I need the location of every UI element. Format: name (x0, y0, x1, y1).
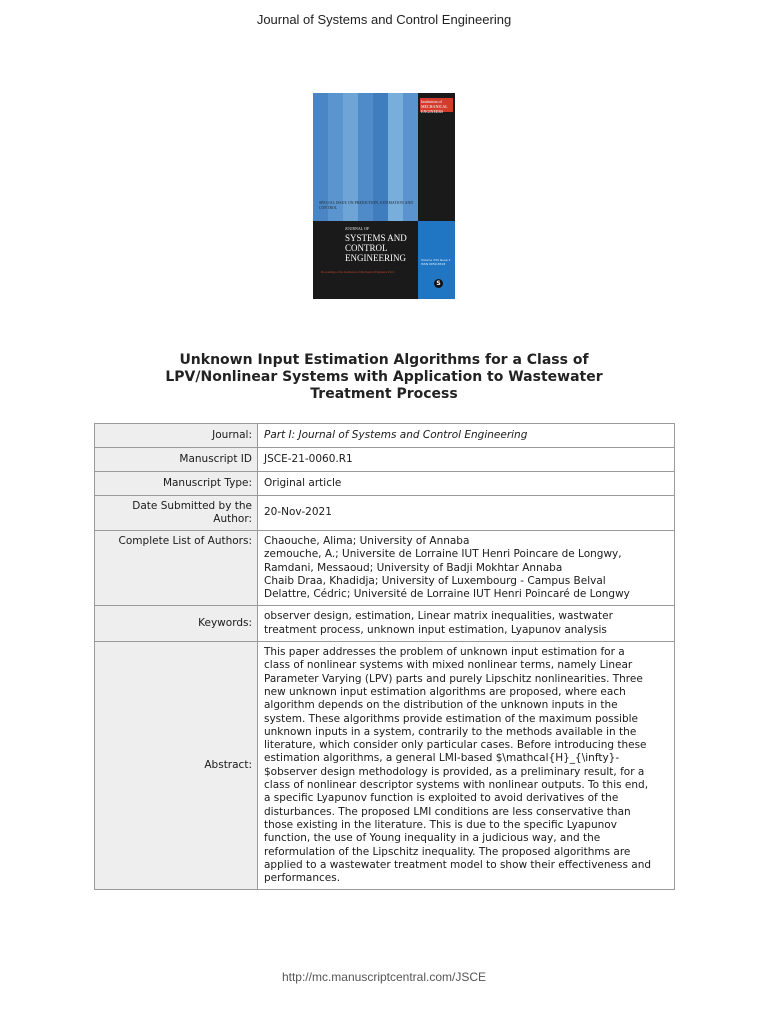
table-row-abstract (95, 642, 675, 890)
cover-publisher-logo: Institution of MECHANICAL ENGINEERS (420, 98, 453, 112)
author-line: Chaib Draa, Khadidja; University of Luxembourg - Campus Belval (264, 574, 606, 587)
authors-value (258, 531, 675, 606)
journal-value: Part I: Journal of Systems and Control Engineering (258, 424, 675, 448)
manuscript-id-value: JSCE-21-0060.R1 (258, 448, 675, 472)
footer-url: http://mc.manuscriptcentral.com/JSCE (281, 970, 487, 984)
cover-title-line: CONTROL (345, 243, 388, 253)
abstract-line: new unknown input estimation algorithms are proposed, where each (264, 685, 626, 698)
abstract-line: class of nonlinear systems with mixed nonlinear terms, namely Linear (264, 659, 633, 672)
cover-side-text: Volume 234 Issue 1 ISSN 0959-6518 (421, 258, 451, 266)
abstract-line: disturbances. The proposed LMI conditions are less conservative than (264, 805, 631, 818)
table-row-journal (95, 424, 675, 448)
keywords-line: observer design, estimation, Linear matrix inequalities, wastwater (264, 610, 613, 623)
cover-title-line: ENGINEERING (345, 253, 406, 263)
cover-special-issue-text: SPECIAL ISSUE ON PREDICTION, ESTIMATION AND CONTROL (319, 201, 414, 210)
cover-proceedings-text: Proceedings of the Institution of Mechanical Engineers Part I (321, 270, 395, 274)
journal-header: Journal of Systems and Control Engineering (256, 12, 512, 27)
abstract-line: literature, which consider only particular cases. Before introducing these (264, 739, 647, 752)
abstract-line: This paper addresses the problem of unknown input estimation for a (264, 646, 625, 659)
abstract-line: unknown inputs in a system, contrarily to the methods available in the (264, 725, 637, 738)
table-row-date-submitted (95, 496, 675, 531)
table-row-authors (95, 531, 675, 606)
journal-cover-image (313, 93, 455, 299)
author-line: zemouche, A.; Universite de Lorraine IUT Henri Poincare de Longwy, (264, 548, 622, 561)
manuscript-type-label: Manuscript Type: (95, 472, 258, 496)
abstract-line: a specific Lyapunov function is exploited to avoid derivatives of the (264, 792, 619, 805)
cover-journal-title (345, 233, 407, 263)
manuscript-type-value: Original article (258, 472, 675, 496)
cover-journal-of: JOURNAL OF (345, 226, 370, 231)
date-submitted-value: 20-Nov-2021 (258, 496, 675, 531)
abstract-label: Abstract: (95, 642, 258, 890)
manuscript-id-label: Manuscript ID (95, 448, 258, 472)
date-label-line: Date Submitted by the (132, 500, 252, 512)
author-line: Chaouche, Alima; University of Annaba (264, 535, 470, 547)
title-line: Treatment Process (310, 386, 458, 402)
title-line: Unknown Input Estimation Algorithms for a Class of (179, 352, 589, 368)
manuscript-info-table (94, 423, 675, 890)
journal-label: Journal: (95, 424, 258, 448)
abstract-line: reformulation of the Lipschitz inequality. The proposed algorithms are (264, 845, 631, 858)
keywords-value (258, 606, 675, 642)
abstract-line: Parameter Varying (LPV) parts and purely Lipschitz nonlinearities. Three (264, 672, 643, 685)
author-line: Delattre, Cédric; Université de Lorraine IUT Henri Poincaré de Longwy (264, 588, 630, 601)
table-row-keywords (95, 606, 675, 642)
abstract-line: system. These algorithms provide estimation of the maximum possible (264, 712, 639, 725)
abstract-line: function, the use of Young inequality in a judicious way, and the (264, 832, 601, 845)
paper-title (84, 352, 684, 403)
authors-label: Complete List of Authors: (95, 531, 258, 606)
abstract-value (258, 642, 675, 890)
abstract-line: performances. (264, 872, 341, 885)
abstract-line: class of nonlinear descriptor systems with nonlinear outputs. To this end, (264, 779, 649, 792)
abstract-line: estimation algorithms, a general LMI-based $\mathcal{H}_{\infty}- (264, 752, 620, 765)
date-label-line: Author: (213, 513, 252, 525)
table-row-manuscript-type (95, 472, 675, 496)
cover-title-line: SYSTEMS AND (345, 233, 407, 243)
abstract-line: those existing in the literature. This is due to the specific Lyapunov (264, 818, 617, 831)
date-submitted-label (95, 496, 258, 531)
keywords-line: treatment process, unknown input estimation, Lyapunov analysis (264, 623, 607, 636)
table-row-manuscript-id (95, 448, 675, 472)
abstract-line: $observer design methodology is provided, as a preliminary result, for a (264, 765, 645, 778)
cover-publisher-mark-icon: S (434, 279, 443, 288)
abstract-line: applied to a wastewater treatment model to show their effectiveness and (264, 858, 652, 871)
title-line: LPV/Nonlinear Systems with Application to Wastewater (165, 369, 603, 385)
keywords-label: Keywords: (95, 606, 258, 642)
author-line: Ramdani, Messaoud; University of Badji Mokhtar Annaba (264, 561, 563, 574)
abstract-line: algorithm depends on the distribution of the unknown inputs in the (264, 699, 618, 712)
